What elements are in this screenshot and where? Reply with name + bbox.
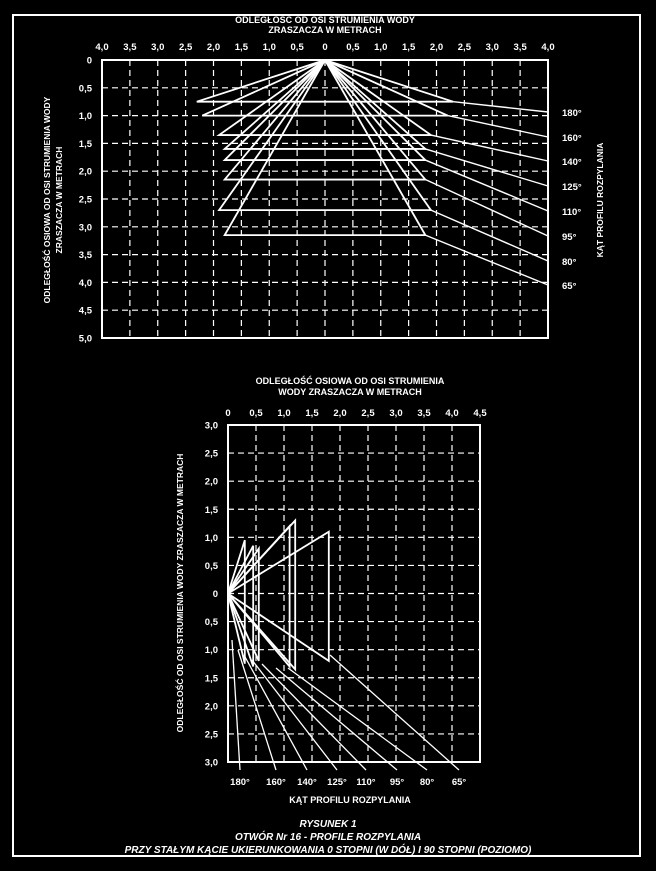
chart1-left-tick-label: 3,5 [78, 250, 92, 262]
chart1-title-line1: ODLEGŁOŚĆ OD OSI STRUMIENIA WODY [235, 15, 415, 25]
chart2-angle-leader [288, 668, 427, 770]
chart1-top-tick-label: 2,0 [429, 42, 444, 53]
chart1-title-line2: ZRASZACZA W METRACH [268, 25, 382, 35]
chart2-xlabel: KĄT PROFILU ROZPYLANIA [289, 795, 411, 805]
chart1-angle-label: 140° [562, 157, 582, 168]
chart1-angle-label: 80° [562, 257, 577, 268]
chart2-top-tick-label: 1,5 [305, 408, 319, 419]
chart1-top-tick-label: 2,5 [179, 42, 193, 53]
chart1-top-tick-label: 2,5 [457, 42, 471, 53]
chart2-left-tick-label: 0 [212, 589, 218, 600]
chart2-angle-label: 160° [266, 777, 286, 788]
chart1-left-tick-label: 3,0 [78, 222, 92, 234]
chart1-top-tick-label: 4,0 [95, 42, 109, 53]
chart1-spray-profile [225, 60, 426, 235]
chart2-top-tick-label: 3,0 [389, 408, 403, 419]
chart1-top-tick-label: 1,5 [402, 42, 416, 53]
chart2-left-tick-label: 2,0 [204, 701, 218, 713]
chart2-left-tick-label: 1,5 [204, 673, 218, 685]
chart1-top-tick-label: 1,0 [374, 42, 388, 53]
chart2-top-tick-label: 4,0 [445, 408, 459, 419]
chart2-left-tick-label: 1,0 [204, 645, 218, 657]
chart2-top-tick-label: 1,0 [277, 408, 291, 419]
chart2-top-tick-label: 2,0 [333, 408, 347, 419]
chart2-left-tick-label: 1,5 [204, 504, 218, 516]
chart1-top-tick-label: 3,0 [151, 42, 165, 53]
chart1-left-tick-label: 5,0 [78, 333, 92, 345]
chart1-top-tick-label: 0 [322, 42, 328, 53]
chart1-left-tick-label: 2,5 [78, 194, 92, 206]
chart2-left-tick-label: 0,5 [204, 560, 218, 572]
chart2-left-tick-label: 2,5 [204, 448, 218, 460]
chart1-top-tick-label: 2,0 [206, 42, 221, 53]
chart1-angle-label: 180° [562, 108, 582, 119]
chart2-top-tick-label: 0 [225, 408, 231, 419]
chart1-ylabel-line2: ZRASZACZA W METRACH [54, 146, 64, 254]
chart1-angle-leader [431, 135, 548, 161]
chart1-angle-leader [453, 102, 548, 112]
figure-number: RYSUNEK 1 [299, 819, 357, 830]
chart1-angle-label: 65° [562, 281, 577, 292]
chart1-left-tick-label: 2,0 [78, 166, 92, 178]
chart2-angle-label: 110° [356, 777, 376, 788]
chart2-ylabel: ODLEGŁOŚĆ OD OSI STRUMIENIA WODY ZRASZACZA W METRACH [175, 453, 185, 733]
figure-title: OTWÓR Nr 16 - PROFILE ROZPYLANIA [234, 832, 422, 843]
chart1-left-tick-label: 0 [86, 55, 92, 67]
chart2-angle-label: 125° [327, 777, 347, 788]
chart2-top-tick-label: 0,5 [249, 408, 263, 419]
chart2-angle-label: 95° [389, 777, 405, 788]
chart1-top-tick-label: 1,0 [262, 42, 276, 53]
chart1-top-tick-label: 0,5 [346, 42, 360, 53]
chart2-left-tick-label: 1,0 [204, 532, 218, 544]
chart1-left-tick-label: 1,5 [78, 138, 92, 150]
chart2-angle-label: 80° [419, 777, 435, 788]
chart1-angle-leader [425, 235, 548, 285]
chart1-left-tick-label: 4,5 [78, 305, 92, 317]
chart2-angle-label: 65° [451, 777, 467, 788]
chart1-left-tick-label: 1,0 [78, 111, 92, 123]
chart2-spray-profile [228, 520, 295, 669]
chart2-left-tick-label: 0,5 [204, 617, 218, 629]
chart1-left-tick-label: 0,5 [78, 83, 92, 95]
chart1-angle-label: 110° [562, 207, 582, 218]
chart1-top-tick-label: 4,0 [541, 42, 555, 53]
chart2-title-line2: WODY ZRASZACZA W METRACH [278, 387, 422, 397]
chart2-left-tick-label: 3,0 [204, 757, 218, 769]
chart1-angle-label: 125° [562, 182, 582, 193]
chart1-top-tick-label: 3,5 [123, 42, 137, 53]
chart2-title-line1: ODLEGŁOŚĆ OSIOWA OD OSI STRUMIENIA [255, 376, 445, 386]
chart1-left-tick-label: 4,0 [78, 277, 92, 289]
chart2-angle-leader [276, 668, 397, 770]
chart2-left-tick-label: 2,0 [204, 476, 218, 488]
chart1-top-tick-label: 1,5 [234, 42, 248, 53]
chart1-angle-label: 95° [562, 232, 577, 243]
chart2-angle-leader [244, 655, 307, 770]
figure-subtitle: PRZY STAŁYM KĄCIE UKIERUNKOWANIA 0 STOPNI (W DÓŁ) I 90 STOPNI (POZIOMO) [124, 845, 532, 856]
chart1-ylabel-line1: ODLEGŁOŚĆ OSIOWA OD OSI STRUMIENIA WODY [42, 96, 52, 304]
chart1-angle-leader [448, 116, 548, 137]
chart2-left-tick-label: 3,0 [204, 420, 218, 432]
chart2-angle-leader [238, 650, 276, 770]
chart2-top-tick-label: 4,5 [473, 408, 487, 419]
chart1-angle-label: 160° [562, 133, 582, 144]
chart1-angle-leader [431, 210, 548, 261]
chart2-angle-label: 180° [230, 777, 250, 788]
chart2-spray-profile [228, 532, 329, 661]
chart2-angle-leader [232, 640, 240, 770]
chart1-angle-axis-label: KĄT PROFILU ROZPYLANIA [595, 142, 605, 258]
chart1-angle-leader [425, 180, 548, 236]
chart1-top-tick-label: 3,0 [485, 42, 499, 53]
chart2-angle-label: 140° [297, 777, 317, 788]
chart2-left-tick-label: 2,5 [204, 729, 218, 741]
chart2-top-tick-label: 2,5 [361, 408, 375, 419]
chart1-top-tick-label: 3,5 [513, 42, 527, 53]
chart2-top-tick-label: 3,5 [417, 408, 431, 419]
chart1-top-tick-label: 0,5 [290, 42, 304, 53]
chart2-angle-leader [252, 660, 337, 770]
